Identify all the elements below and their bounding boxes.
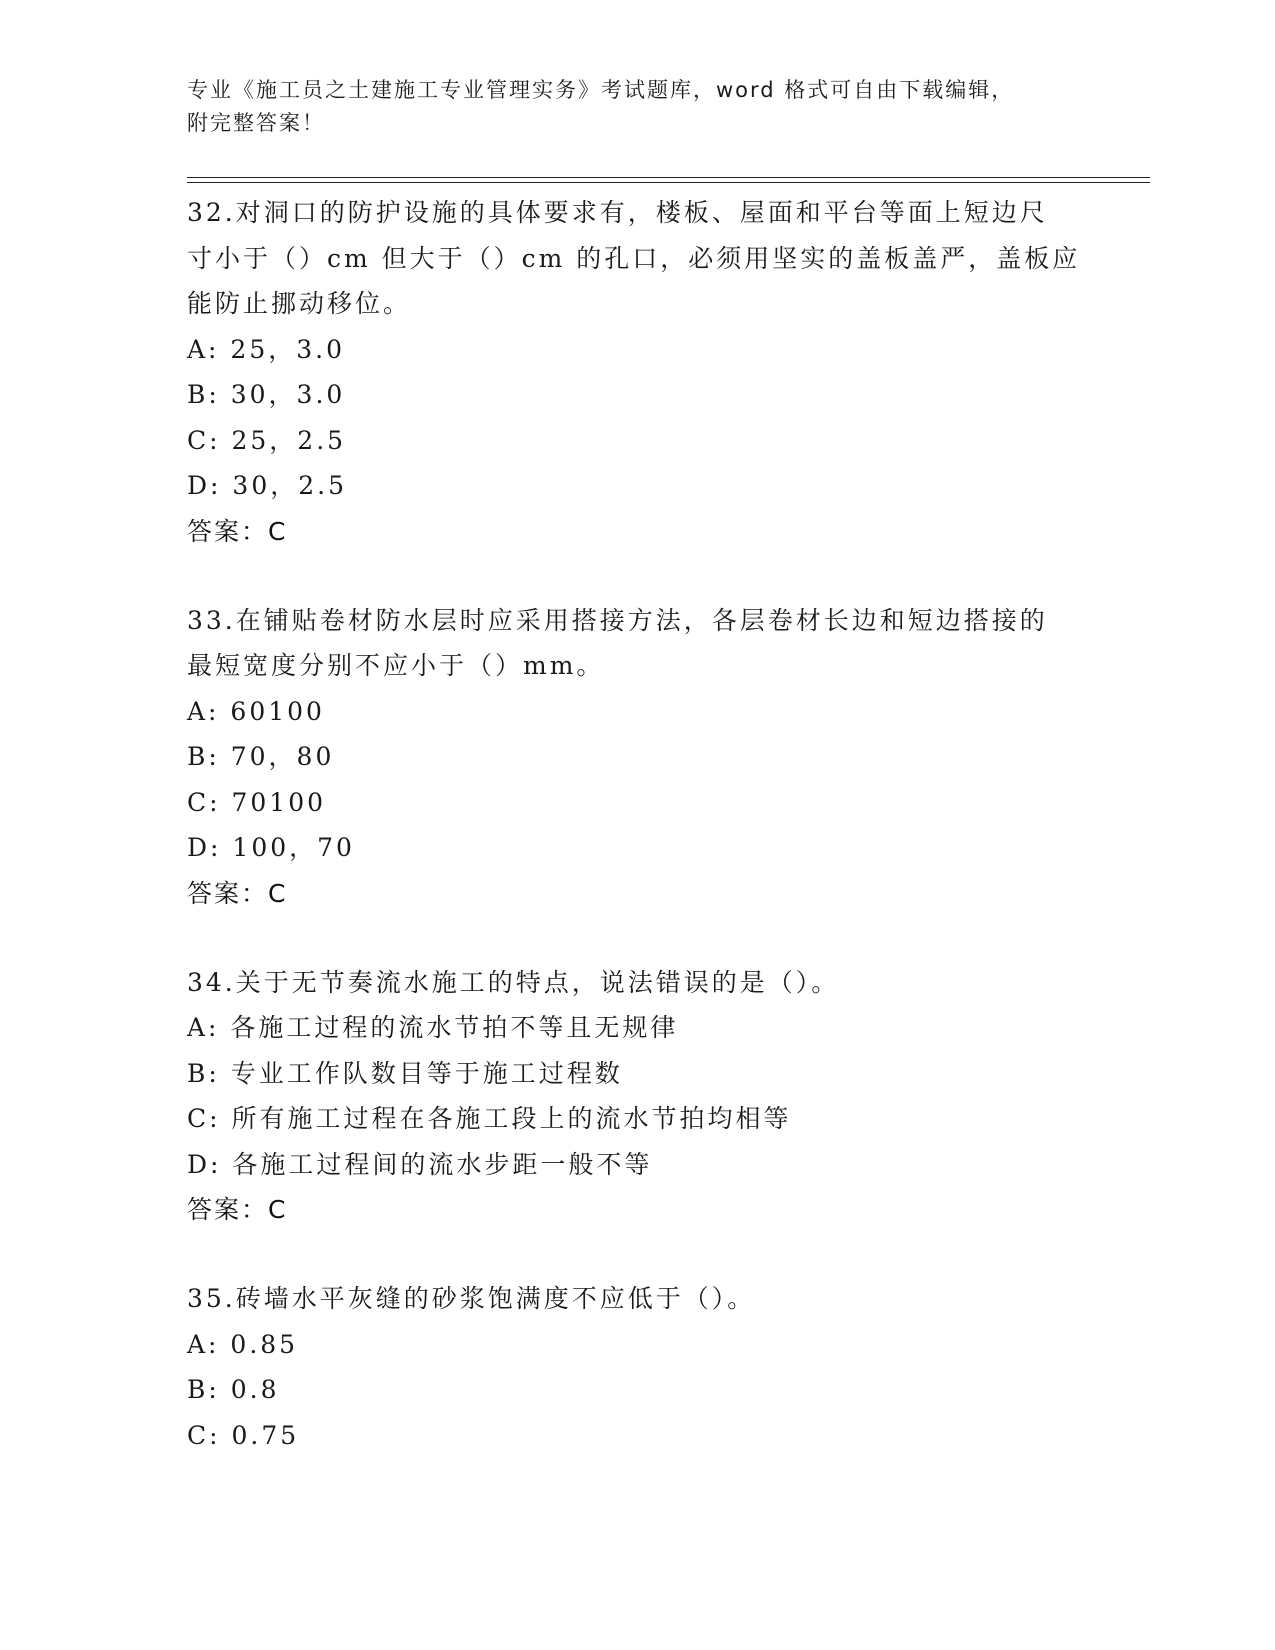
option-a: A: 25，3.0 xyxy=(187,334,345,364)
header-line-2: 附完整答案！ xyxy=(187,111,325,135)
question-list xyxy=(187,190,1087,1501)
option-b: B: 70，80 xyxy=(187,742,335,771)
question-33 xyxy=(187,598,1087,917)
option-a: A: 各施工过程的流水节拍不等且无规律 xyxy=(187,1013,679,1042)
option-d: D: 30，2.5 xyxy=(187,471,347,500)
question-34 xyxy=(187,960,1087,1234)
answer-label: 答案：C xyxy=(187,878,288,908)
header-divider-bottom xyxy=(187,182,1150,183)
question-stem-line: 最短宽度分别不应小于（）mm。 xyxy=(187,651,605,680)
header-line-1: 专业《施工员之土建施工专业管理实务》考试题库，word 格式可自由下载编辑， xyxy=(187,78,1015,102)
question-35 xyxy=(187,1276,1087,1458)
option-a: A: 60100 xyxy=(187,696,325,726)
document-header xyxy=(187,74,1067,140)
option-d: D: 各施工过程间的流水步距一般不等 xyxy=(187,1149,653,1179)
question-stem-line: 35.砖墙水平灰缝的砂浆饱满度不应低于（）。 xyxy=(187,1284,756,1313)
header-divider-top xyxy=(187,177,1150,178)
question-stem-line: 能防止挪动移位。 xyxy=(187,289,412,318)
answer-label: 答案：C xyxy=(187,516,288,546)
option-c: C: 25，2.5 xyxy=(187,425,347,455)
option-b: B: 专业工作队数目等于施工过程数 xyxy=(187,1058,623,1088)
question-stem-line: 寸小于（）cm 但大于（）cm 的孔口，必须用坚实的盖板盖严，盖板应 xyxy=(187,243,1081,273)
option-b: B: 30，3.0 xyxy=(187,380,346,409)
question-32 xyxy=(187,190,1087,555)
option-b: B: 0.8 xyxy=(187,1375,280,1404)
question-stem-line: 34.关于无节奏流水施工的特点，说法错误的是（）。 xyxy=(187,967,840,997)
answer-label: 答案：C xyxy=(187,1195,288,1224)
option-c: C: 0.75 xyxy=(187,1420,300,1450)
option-d: D: 100，70 xyxy=(187,833,355,862)
option-c: C: 所有施工过程在各施工段上的流水节拍均相等 xyxy=(187,1104,792,1133)
question-stem-line: 32.对洞口的防护设施的具体要求有，楼板、屋面和平台等面上短边尺 xyxy=(187,198,1048,227)
question-stem-line: 33.在铺贴卷材防水层时应采用搭接方法，各层卷材长边和短边搭接的 xyxy=(187,605,1048,635)
option-a: A: 0.85 xyxy=(187,1329,299,1359)
option-c: C: 70100 xyxy=(187,787,327,817)
